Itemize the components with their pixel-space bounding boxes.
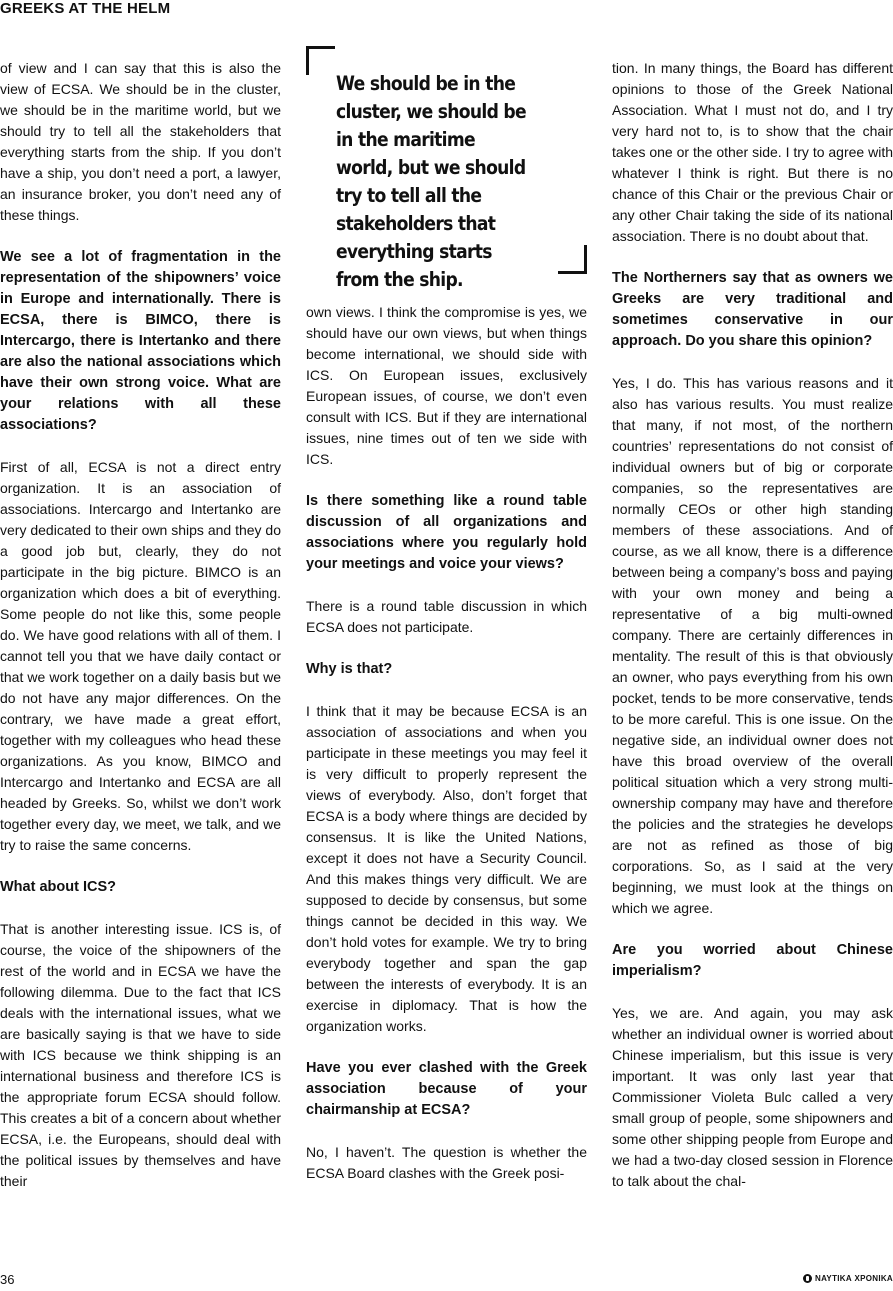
article-column-3 (612, 58, 893, 1213)
interview-answer: Yes, we are. And again, you may ask whether an individual owner is worried about Chinese imperialism, but this issue is very important. It was only last year that Commissioner Violeta Bulc called a very small group of people, some shipowners and some other shipping people from Europe and we had a two-day closed session in Florence to talk about the chal- (612, 1005, 893, 1189)
article-column-2 (306, 302, 587, 1205)
interview-answer: First of all, ECSA is not a direct entry organization. It is an association of associations. Intercargo and Intertanko are very dedicated to their own ships and they do a good job but, clearly, they do not participate in the big picture. BIMCO is an organization which does a bit of everything. Some people do not like this, some people do. We have good relations with all of them. I cannot tell you that we have daily contact or that we work together on a daily basis but we do not have any major differences. On the contrary, we have made a great effort, together with my colleagues who head these organizations. As you know, BIMCO and Intercargo and Intertanko and ECSA are all headed by Greeks. So, whilst we don’t work together every day, we meet, we talk, and we try to raise the same concerns. (0, 459, 281, 853)
quote-bracket-top-left (306, 46, 335, 75)
article-column-1 (0, 58, 281, 1213)
ship-logo-icon (803, 1274, 812, 1283)
interview-question: The Northerners say that as owners we Greeks are very traditional and sometimes conservative in our approach. Do you share this opinion? (612, 270, 893, 349)
publication-name: ΝΑΥΤΙΚΑ ΧΡΟΝΙΚΑ (815, 1274, 893, 1283)
page-number: 36 (0, 1272, 15, 1287)
interview-answer: of view and I can say that this is also the view of ECSA. We should be in the cluster, we should be in the maritime world, but we should try to tell all the stakeholders that everything starts from the ship. If you don’t have a ship, you don’t need a port, a lawyer, an insurance broker, you don’t need any of these things. (0, 60, 281, 223)
interview-question: Is there something like a round table discussion of all organizations and associations where you regularly hold your meetings and voice your views? (306, 493, 587, 572)
interview-answer: tion. In many things, the Board has different opinions to those of the Greek National Association. What I must not do, and I try very hard not to, is to show that the chair takes one or the other side. I try to agree with whatever I think is right. But there is no chance of this Chair or the previous Chair or any other Chair taking the side of its national association. There is no doubt about that. (612, 60, 893, 244)
interview-answer: I think that it may be because ECSA is an association of associations and when you participate in these meetings you may feel it is very difficult to properly represent the views of everybody. Also, don’t forget that ECSA is a body where things are decided by consensus. It is like the United Nations, except it does not have a Security Council. And this makes things very difficult. We are supposed to decide by consensus, but some things cannot be decided in this way. We don’t hold votes for example. We try to bring everybody together and span the gap between the interests of everybody. It is an exercise in diplomacy. That is how the organization works. (306, 703, 587, 1034)
interview-question: We see a lot of fragmentation in the representation of the shipowners’ voice in Europe and internationally. There is ECSA, there is BIMCO, there is Intercargo, there is Intertanko and there are also the national associations which have their own strong voice. What are your relations with all these associations? (0, 249, 281, 433)
quote-bracket-bottom-right (558, 245, 587, 274)
interview-question: Are you worried about Chinese imperialism? (612, 942, 893, 979)
section-header: GREEKS AT THE HELM (0, 0, 171, 17)
publication-brand (803, 1274, 893, 1283)
interview-answer: Yes, I do. This has various reasons and it also has various results. You must realize that many, if not most, of the northern countries’ representations do not consist of individual owners but of big or corporate companies, so the representatives are normally CEOs or other high standing members of these associations. And of course, as we all know, there is a difference between being a company’s boss and paying with your own money and being a representative of a big multi-owned company. There are certainly differences in mentality. The result of this is that obviously an owner, who pays everything from his own pocket, tends to be more conservative, tends to be more careful. This is one issue. On the negative side, an individual owner does not have this broad overview of the overall political situation which a very strong multi-ownership company may have and therefore the policies and the strategies he develops are not as refined as those of big corporations. So, as I said at the very beginning, we must look at the things on which we agree. (612, 375, 893, 916)
interview-answer: own views. I think the compromise is yes, we should have our own views, but when things become international, we should side with ICS. On European issues, exclusively European issues, of course, we don’t even consult with ICS. But if they are international issues, nine times out of ten we side with ICS. (306, 304, 587, 467)
interview-question: Why is that? (306, 661, 393, 677)
pull-quote-text: We should be in the cluster, we should be in the maritime world, but we should try to tell all the stakeholders that everything starts from the ship. (336, 72, 526, 291)
interview-question: What about ICS? (0, 879, 116, 895)
interview-answer: There is a round table discussion in which ECSA does not participate. (306, 598, 587, 635)
interview-question: Have you ever clashed with the Greek association because of your chairmanship at ECSA? (306, 1060, 587, 1118)
page-footer (0, 1272, 893, 1291)
pull-quote (306, 46, 587, 291)
interview-answer: No, I haven’t. The question is whether the ECSA Board clashes with the Greek posi- (306, 1144, 587, 1181)
interview-answer: That is another interesting issue. ICS is, of course, the voice of the shipowners of the rest of the world and in ECSA we have the following dilemma. Due to the fact that ICS deals with the international issues, what we are basically saying is that we have to side with ICS because we think shipping is an international business and therefore ICS is the appropriate forum ECSA should follow. This creates a bit of a concern about whether ECSA, i.e. the Europeans, should deal with the political issues by themselves and have their (0, 921, 281, 1189)
